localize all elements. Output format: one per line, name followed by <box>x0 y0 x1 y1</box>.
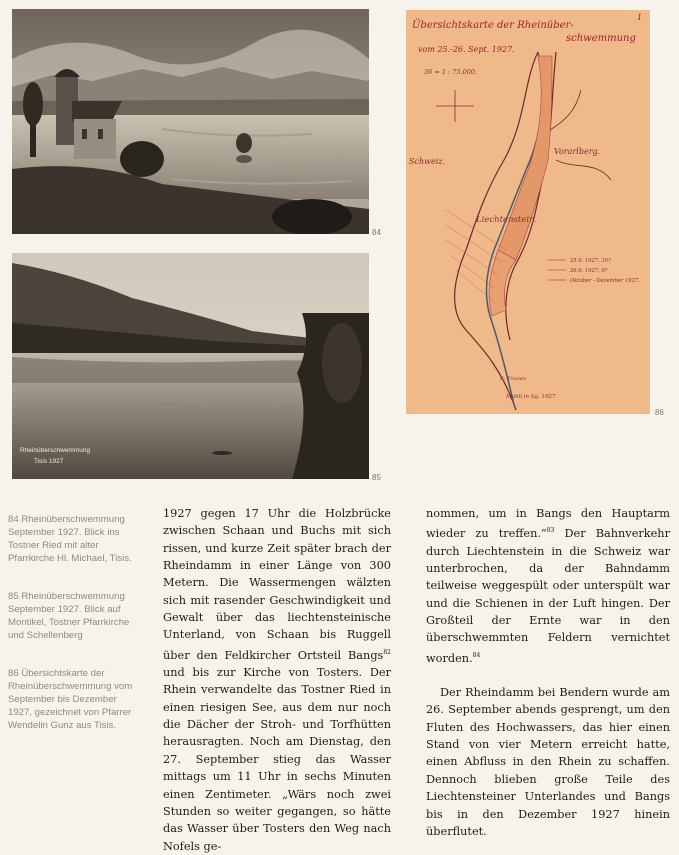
caption-84-number: 84 <box>8 514 19 525</box>
body-column-2-paragraph-1 <box>426 505 670 667</box>
figure-number-84: 84 <box>372 228 381 237</box>
body-column-1-paragraph <box>163 505 391 855</box>
caption-86-number: 86 <box>8 668 19 679</box>
map-legend-1: 25.9. 1927. 30? <box>570 258 611 264</box>
col2-text-b: Der Bahnverkehr durch Liechtenstein in die Schweiz war unterbrochen, da der Bahndamm teilweise weggespült oder unterspült war und die Schienen in der Luft hingen. Der Großteil der Ernte war in den überschwemmten Feldern vernichtet worden. <box>426 527 670 665</box>
caption-85-paragraph <box>8 590 143 642</box>
photo-85-illustration <box>12 253 369 479</box>
caption-85-number: 85 <box>8 591 19 602</box>
body-column-1 <box>163 505 391 855</box>
footnote-ref-82: 82 <box>383 648 391 656</box>
caption-86 <box>8 667 143 732</box>
caption-86-paragraph <box>8 667 143 732</box>
map-scale: 36 = 1 : 75.000. <box>424 68 478 76</box>
caption-85-text: Rheinüberschwemmung September 1927. Blick auf Montikel, Tostner Pfarrkirche und Schellenberg <box>8 591 130 641</box>
col2-text-a: nommen, um in Bangs den Hauptarm wieder zu treffen.“ <box>426 507 670 541</box>
photo-85-flooded-lake <box>12 253 369 479</box>
map-label-schweiz: Schweiz. <box>409 157 446 166</box>
inscription-line-1: Rheinüberschwemmung <box>20 447 91 454</box>
map-title-line-1: Übersichtskarte der Rheinüber- <box>412 20 574 31</box>
map-label-bottom-left: R. Triesen <box>500 376 526 382</box>
figure-number-86: 86 <box>655 408 664 417</box>
body-column-2 <box>426 505 670 840</box>
body-column-2-paragraph-2: Der Rheindamm bei Bendern wurde am 26. September abends gesprengt, um den Fluten des Hochwassers, das hier einen Stand von vier Metern erreicht hatte, einen Abfluss in den Rhein zu schaffen. Dennoch blieben große Teile des Liechtensteiner Unterlandes und Bangs bis in den Dezember 1927 hinein überflutet. <box>426 686 670 838</box>
footnote-ref-84: 84 <box>472 651 481 659</box>
map-label-liechtenstein: Liechtenstein. <box>476 215 538 225</box>
col1-text-b: und bis zur Kirche von Tosters. Der Rhein verwandelte das Tostner Ried in einen riesigen See, aus dem nur noch die Dächer der Stroh- und Torfhütten herausragten. Noch am Dienstag, den 27. September stieg das Wasser mittags um 11 Uhr in sechs Minuten einen Zentimeter. „Wärs noch zwei Stunden so weiter gegangen, so hätte das Wasser über Tosters den Weg nach Nofels ge- <box>163 666 391 853</box>
map-title-line-2: schwemmung <box>566 33 636 44</box>
map-legend-2: 26.9. 1927. 9? <box>570 268 608 274</box>
inscription-line-2: Tisis 1927 <box>34 458 64 465</box>
footnote-ref-83: 83 <box>546 527 555 535</box>
figure-number-85: 85 <box>372 473 381 482</box>
map-label-vorarlberg: Vorarlberg. <box>554 147 601 156</box>
caption-84-text: Rheinüberschwemmung September 1927. Blick ins Tostner Ried mit alter Pfarrkirche Hl. Michael, Tisis. <box>8 514 132 564</box>
map-title-line-3: vom 25.-26. Sept. 1927. <box>418 45 515 54</box>
col1-text-a: 1927 gegen 17 Uhr die Holzbrücke zwischen Schaan und Buchs mit sich rissen, und kurze Zeit später brach der Rheindamm in einer Länge von 300 Metern. Die Wassermengen wälzten sich mit rasender Geschwindigkeit und Gewalt über das liechtensteinische Unterland, von Schaan bis Ruggell über den Feldkircher Ortsteil Bangs <box>163 507 391 662</box>
caption-84 <box>8 513 143 565</box>
caption-86-text: Übersichtskarte der Rheinüberschwemmung vom September bis Dezember 1927, gezeichnet von Pfarrer Wendelin Gunz aus Tisis. <box>8 668 133 731</box>
map-legend-3: Oktober - Dezember 1927. <box>570 278 640 284</box>
photo-84-flooded-church <box>12 9 369 234</box>
map-signature: Mahli in Sg. 1927 <box>506 394 556 400</box>
map-86-illustration <box>406 10 650 414</box>
caption-85 <box>8 590 143 642</box>
map-86-flood-overview <box>406 10 650 414</box>
caption-84-paragraph <box>8 513 143 565</box>
map-corner-mark: 1 <box>637 13 643 22</box>
photo-84-illustration <box>12 9 369 234</box>
